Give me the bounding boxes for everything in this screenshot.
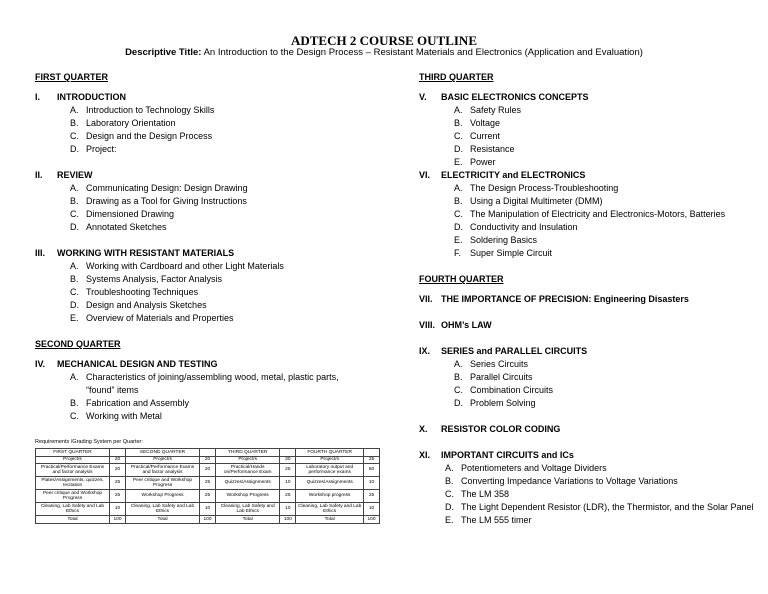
section-heading xyxy=(419,423,759,436)
outline-item xyxy=(454,247,744,260)
table-cell: Cleaning, Lab Safety and Lab Ethics xyxy=(36,503,110,516)
item-letter: E. xyxy=(454,235,463,245)
item-letter: B. xyxy=(454,372,463,382)
table-header-cell xyxy=(110,449,126,457)
item-text: Project: xyxy=(86,144,117,154)
item-letter: C. xyxy=(454,209,463,219)
table-cell: Plates/Assignments, quizzes, recitation xyxy=(36,477,110,490)
table-header-cell: FIRST QUARTER xyxy=(36,449,110,457)
section-number: V. xyxy=(419,92,427,102)
descriptive-title-label: Descriptive Title: xyxy=(125,47,202,58)
outline-item xyxy=(70,143,375,156)
outline-item xyxy=(70,371,350,397)
table-cell: Workshop Progress xyxy=(126,490,200,503)
grading-caption: Requirements /Grading System per Quarter: xyxy=(35,439,143,445)
table-row xyxy=(36,490,380,503)
table-cell: Laboratory output and performance exams xyxy=(296,464,364,477)
section-items xyxy=(454,358,759,410)
outline-item xyxy=(445,462,765,475)
outline-item xyxy=(70,410,350,423)
table-cell: Peer critique and Workshop Progress xyxy=(126,477,200,490)
table-cell: 10 xyxy=(200,503,216,516)
table-cell: 20 xyxy=(110,464,126,477)
section-number: VII. xyxy=(419,294,433,304)
item-text: Dimensioned Drawing xyxy=(86,209,175,219)
item-letter: E. xyxy=(454,157,463,167)
table-header-cell: FOURTH QUARTER xyxy=(296,449,364,457)
outline-item xyxy=(70,195,375,208)
table-cell: Quizzes/Assignments xyxy=(216,477,280,490)
item-text: Conductivity and Insulation xyxy=(470,222,578,232)
section-number: IV. xyxy=(35,359,46,369)
item-letter: B. xyxy=(70,118,79,128)
outline-item xyxy=(454,195,744,208)
table-cell: 100 xyxy=(364,516,380,524)
outline-item xyxy=(445,501,765,514)
table-cell: Practical/Performance Exams and factor analysis xyxy=(126,464,200,477)
item-text: Systems Analysis, Factor Analysis xyxy=(86,274,223,284)
item-text: Communicating Design: Design Drawing xyxy=(86,183,248,193)
item-letter: A. xyxy=(70,183,79,193)
item-letter: C. xyxy=(70,131,79,141)
table-cell: 25 xyxy=(200,477,216,490)
outline-item xyxy=(454,117,759,130)
outline-item xyxy=(454,143,759,156)
table-cell: 25 xyxy=(110,490,126,503)
section-title: IMPORTANT CIRCUITS and ICs xyxy=(441,450,574,460)
item-letter: A. xyxy=(70,261,79,271)
table-cell: 10 xyxy=(110,503,126,516)
outline-item xyxy=(454,397,759,410)
item-letter: B. xyxy=(70,274,79,284)
outline-item xyxy=(70,273,375,286)
table-cell: 25 xyxy=(200,490,216,503)
item-text: Introduction to Technology Skills xyxy=(86,105,215,115)
item-letter: A. xyxy=(454,359,463,369)
table-cell: Cleaning, Lab Safety and Lab Ethics xyxy=(126,503,200,516)
table-cell: Workshop Progress xyxy=(216,490,280,503)
section-number: IX. xyxy=(419,346,431,356)
section-heading xyxy=(35,247,375,260)
section-title: RESISTOR COLOR CODING xyxy=(441,424,561,434)
table-cell: 30 xyxy=(280,456,296,464)
section-number: VIII. xyxy=(419,320,436,330)
item-text: Safety Rules xyxy=(470,105,522,115)
left-column xyxy=(35,71,375,423)
item-text: The LM 555 timer xyxy=(461,515,532,525)
item-text: Potentiometers and Voltage Dividers xyxy=(461,463,607,473)
table-cell: Cleaning, Lab Safety and Lab Ethics xyxy=(296,503,364,516)
item-text: Working with Cardboard and other Light Materials xyxy=(86,261,284,271)
outline-item xyxy=(454,371,759,384)
section-title: SERIES and PARALLEL CIRCUITS xyxy=(441,346,588,356)
grading-table xyxy=(35,448,380,524)
descriptive-title-text: An Introduction to the Design Process – Resistant Materials and Electronics (Application and Evaluation) xyxy=(201,47,643,58)
section-heading xyxy=(419,293,759,306)
item-text: Drawing as a Tool for Giving Instructions xyxy=(86,196,247,206)
table-cell: Total xyxy=(126,516,200,524)
section-number: III. xyxy=(35,248,46,258)
table-cell: 25 xyxy=(280,464,296,477)
item-text: Voltage xyxy=(470,118,501,128)
outline-item xyxy=(70,299,375,312)
item-letter: A. xyxy=(454,183,463,193)
table-cell: 10 xyxy=(280,477,296,490)
item-text: Design and Analysis Sketches xyxy=(86,300,207,310)
table-header-cell: SECOND QUARTER xyxy=(126,449,200,457)
outline-item xyxy=(454,358,759,371)
item-letter: A. xyxy=(445,463,454,473)
item-text: Troubleshooting Techniques xyxy=(86,287,199,297)
section-items xyxy=(454,182,744,260)
item-letter: D. xyxy=(70,222,79,232)
section-items xyxy=(70,260,375,325)
item-letter: D. xyxy=(445,502,454,512)
section-items xyxy=(70,371,350,423)
item-letter: C. xyxy=(70,209,79,219)
section-heading xyxy=(35,169,375,182)
table-cell: Workshop progress xyxy=(296,490,364,503)
item-text: Current xyxy=(470,131,501,141)
item-letter: D. xyxy=(454,144,463,154)
item-text: Characteristics of joining/assembling wood, metal, plastic parts, “found” items xyxy=(86,372,339,395)
section-items xyxy=(445,462,765,527)
item-letter: C. xyxy=(454,385,463,395)
outline-item xyxy=(454,182,744,195)
section-title: INTRODUCTION xyxy=(57,92,126,102)
section-heading xyxy=(419,449,759,462)
outline-item xyxy=(454,221,744,234)
outline-item xyxy=(70,104,375,117)
item-letter: E. xyxy=(70,313,79,323)
item-letter: D. xyxy=(454,398,463,408)
item-text: Overview of Materials and Properties xyxy=(86,313,234,323)
item-letter: E. xyxy=(445,515,454,525)
item-letter: C. xyxy=(454,131,463,141)
item-letter: A. xyxy=(70,372,79,382)
section-title: REVIEW xyxy=(57,170,93,180)
section-title: BASIC ELECTRONICS CONCEPTS xyxy=(441,92,589,102)
item-text: Combination Circuits xyxy=(470,385,554,395)
section-number: VI. xyxy=(419,170,431,180)
outline-item xyxy=(70,286,375,299)
item-text: Super Simple Circuit xyxy=(470,248,553,258)
item-text: Annotated Sketches xyxy=(86,222,167,232)
table-cell: Project/s xyxy=(126,456,200,464)
section-items xyxy=(454,104,759,169)
outline-item xyxy=(454,130,759,143)
table-cell: 25 xyxy=(364,456,380,464)
section-number: XI. xyxy=(419,450,431,460)
table-cell: Total xyxy=(296,516,364,524)
outline-item xyxy=(454,104,759,117)
item-letter: A. xyxy=(70,105,79,115)
table-cell: 100 xyxy=(280,516,296,524)
item-letter: C. xyxy=(445,489,454,499)
item-letter: F. xyxy=(454,248,462,258)
table-cell: Project/s xyxy=(36,456,110,464)
item-letter: B. xyxy=(445,476,454,486)
item-text: Fabrication and Assembly xyxy=(86,398,190,408)
outline-item xyxy=(445,488,765,501)
first-quarter-heading: FIRST QUARTER xyxy=(35,72,108,82)
section-title: OHM’s LAW xyxy=(441,320,492,330)
item-text: Power xyxy=(470,157,496,167)
item-letter: B. xyxy=(454,196,463,206)
section-heading xyxy=(419,91,759,104)
grading-table-section xyxy=(35,439,380,524)
third-quarter-heading: THIRD QUARTER xyxy=(419,72,494,82)
second-quarter-heading: SECOND QUARTER xyxy=(35,339,121,349)
table-cell: 10 xyxy=(364,477,380,490)
table-cell: 25 xyxy=(280,490,296,503)
table-header-cell xyxy=(280,449,296,457)
section-heading xyxy=(35,91,375,104)
outline-item xyxy=(70,221,375,234)
outline-item xyxy=(70,117,375,130)
item-text: Laboratory Orientation xyxy=(86,118,176,128)
table-cell: 10 xyxy=(280,503,296,516)
section-number: II. xyxy=(35,170,43,180)
item-letter: D. xyxy=(70,300,79,310)
item-letter: C. xyxy=(70,287,79,297)
section-heading xyxy=(419,169,759,182)
item-text: Soldering Basics xyxy=(470,235,538,245)
table-cell: Cleaning, Lab Safety and Lab Ethics xyxy=(216,503,280,516)
table-cell: 10 xyxy=(364,503,380,516)
section-items xyxy=(70,182,375,234)
table-header-cell xyxy=(200,449,216,457)
table-cell: Practical/Performance Exams and factor analysis xyxy=(36,464,110,477)
outline-item xyxy=(70,312,375,325)
item-text: Converting Impedance Variations to Voltage Variations xyxy=(461,476,678,486)
section-number: X. xyxy=(419,424,428,434)
table-row xyxy=(36,503,380,516)
right-column xyxy=(419,71,759,527)
table-row xyxy=(36,516,380,524)
item-letter: B. xyxy=(70,196,79,206)
table-cell: 50 xyxy=(364,464,380,477)
table-cell: Total xyxy=(216,516,280,524)
item-text: The Design Process-Troubleshooting xyxy=(470,183,619,193)
table-cell: Practical/Hands on/Performance Exam xyxy=(216,464,280,477)
section-items xyxy=(70,104,375,156)
item-text: Working with Metal xyxy=(86,411,162,421)
table-cell: 20 xyxy=(200,464,216,477)
table-cell: 25 xyxy=(364,490,380,503)
table-cell: 25 xyxy=(110,477,126,490)
section-heading xyxy=(419,319,759,332)
item-text: Resistance xyxy=(470,144,515,154)
table-cell: Peer critique and Workshop Progress xyxy=(36,490,110,503)
outline-item xyxy=(454,234,744,247)
item-text: Parallel Circuits xyxy=(470,372,533,382)
section-heading xyxy=(419,345,759,358)
table-cell: Project/s xyxy=(216,456,280,464)
table-cell: 20 xyxy=(110,456,126,464)
outline-item xyxy=(70,130,375,143)
item-text: The Light Dependent Resistor (LDR), the Thermistor, and the Solar Panel xyxy=(461,502,754,512)
table-cell: Quizzes/Assignments xyxy=(296,477,364,490)
item-letter: B. xyxy=(454,118,463,128)
table-row xyxy=(36,477,380,490)
section-title: WORKING WITH RESISTANT MATERIALS xyxy=(57,248,235,258)
table-header-row xyxy=(36,449,380,457)
table-cell: Project/s xyxy=(296,456,364,464)
section-heading xyxy=(35,358,375,371)
table-header-cell xyxy=(364,449,380,457)
item-text: Design and the Design Process xyxy=(86,131,213,141)
item-letter: A. xyxy=(454,105,463,115)
outline-item xyxy=(445,514,765,527)
descriptive-title xyxy=(0,47,768,58)
outline-item xyxy=(454,156,759,169)
fourth-quarter-heading: FOURTH QUARTER xyxy=(419,274,504,284)
item-text: Using a Digital Multimeter (DMM) xyxy=(470,196,603,206)
item-letter: D. xyxy=(70,144,79,154)
outline-item xyxy=(445,475,765,488)
section-title: MECHANICAL DESIGN AND TESTING xyxy=(57,359,218,369)
item-letter: C. xyxy=(70,411,79,421)
outline-item xyxy=(70,182,375,195)
table-cell: 20 xyxy=(200,456,216,464)
document-title: ADTECH 2 COURSE OUTLINE xyxy=(290,33,477,48)
table-header-cell: THIRD QUARTER xyxy=(216,449,280,457)
item-text: The LM 358 xyxy=(461,489,510,499)
item-text: Problem Solving xyxy=(470,398,536,408)
section-title: ELECTRICITY and ELECTRONICS xyxy=(441,170,586,180)
table-cell: 100 xyxy=(200,516,216,524)
item-letter: B. xyxy=(70,398,79,408)
outline-item xyxy=(70,208,375,221)
item-letter: D. xyxy=(454,222,463,232)
table-cell: 100 xyxy=(110,516,126,524)
table-row xyxy=(36,456,380,464)
outline-item xyxy=(70,397,350,410)
outline-item xyxy=(70,260,375,273)
section-title: THE IMPORTANCE OF PRECISION: Engineering Disasters xyxy=(441,294,689,304)
table-cell: Total xyxy=(36,516,110,524)
table-row xyxy=(36,464,380,477)
item-text: Series Circuits xyxy=(470,359,529,369)
outline-item xyxy=(454,208,744,221)
item-text: The Manipulation of Electricity and Electronics-Motors, Batteries xyxy=(470,209,726,219)
section-number: I. xyxy=(35,92,41,102)
outline-item xyxy=(454,384,759,397)
